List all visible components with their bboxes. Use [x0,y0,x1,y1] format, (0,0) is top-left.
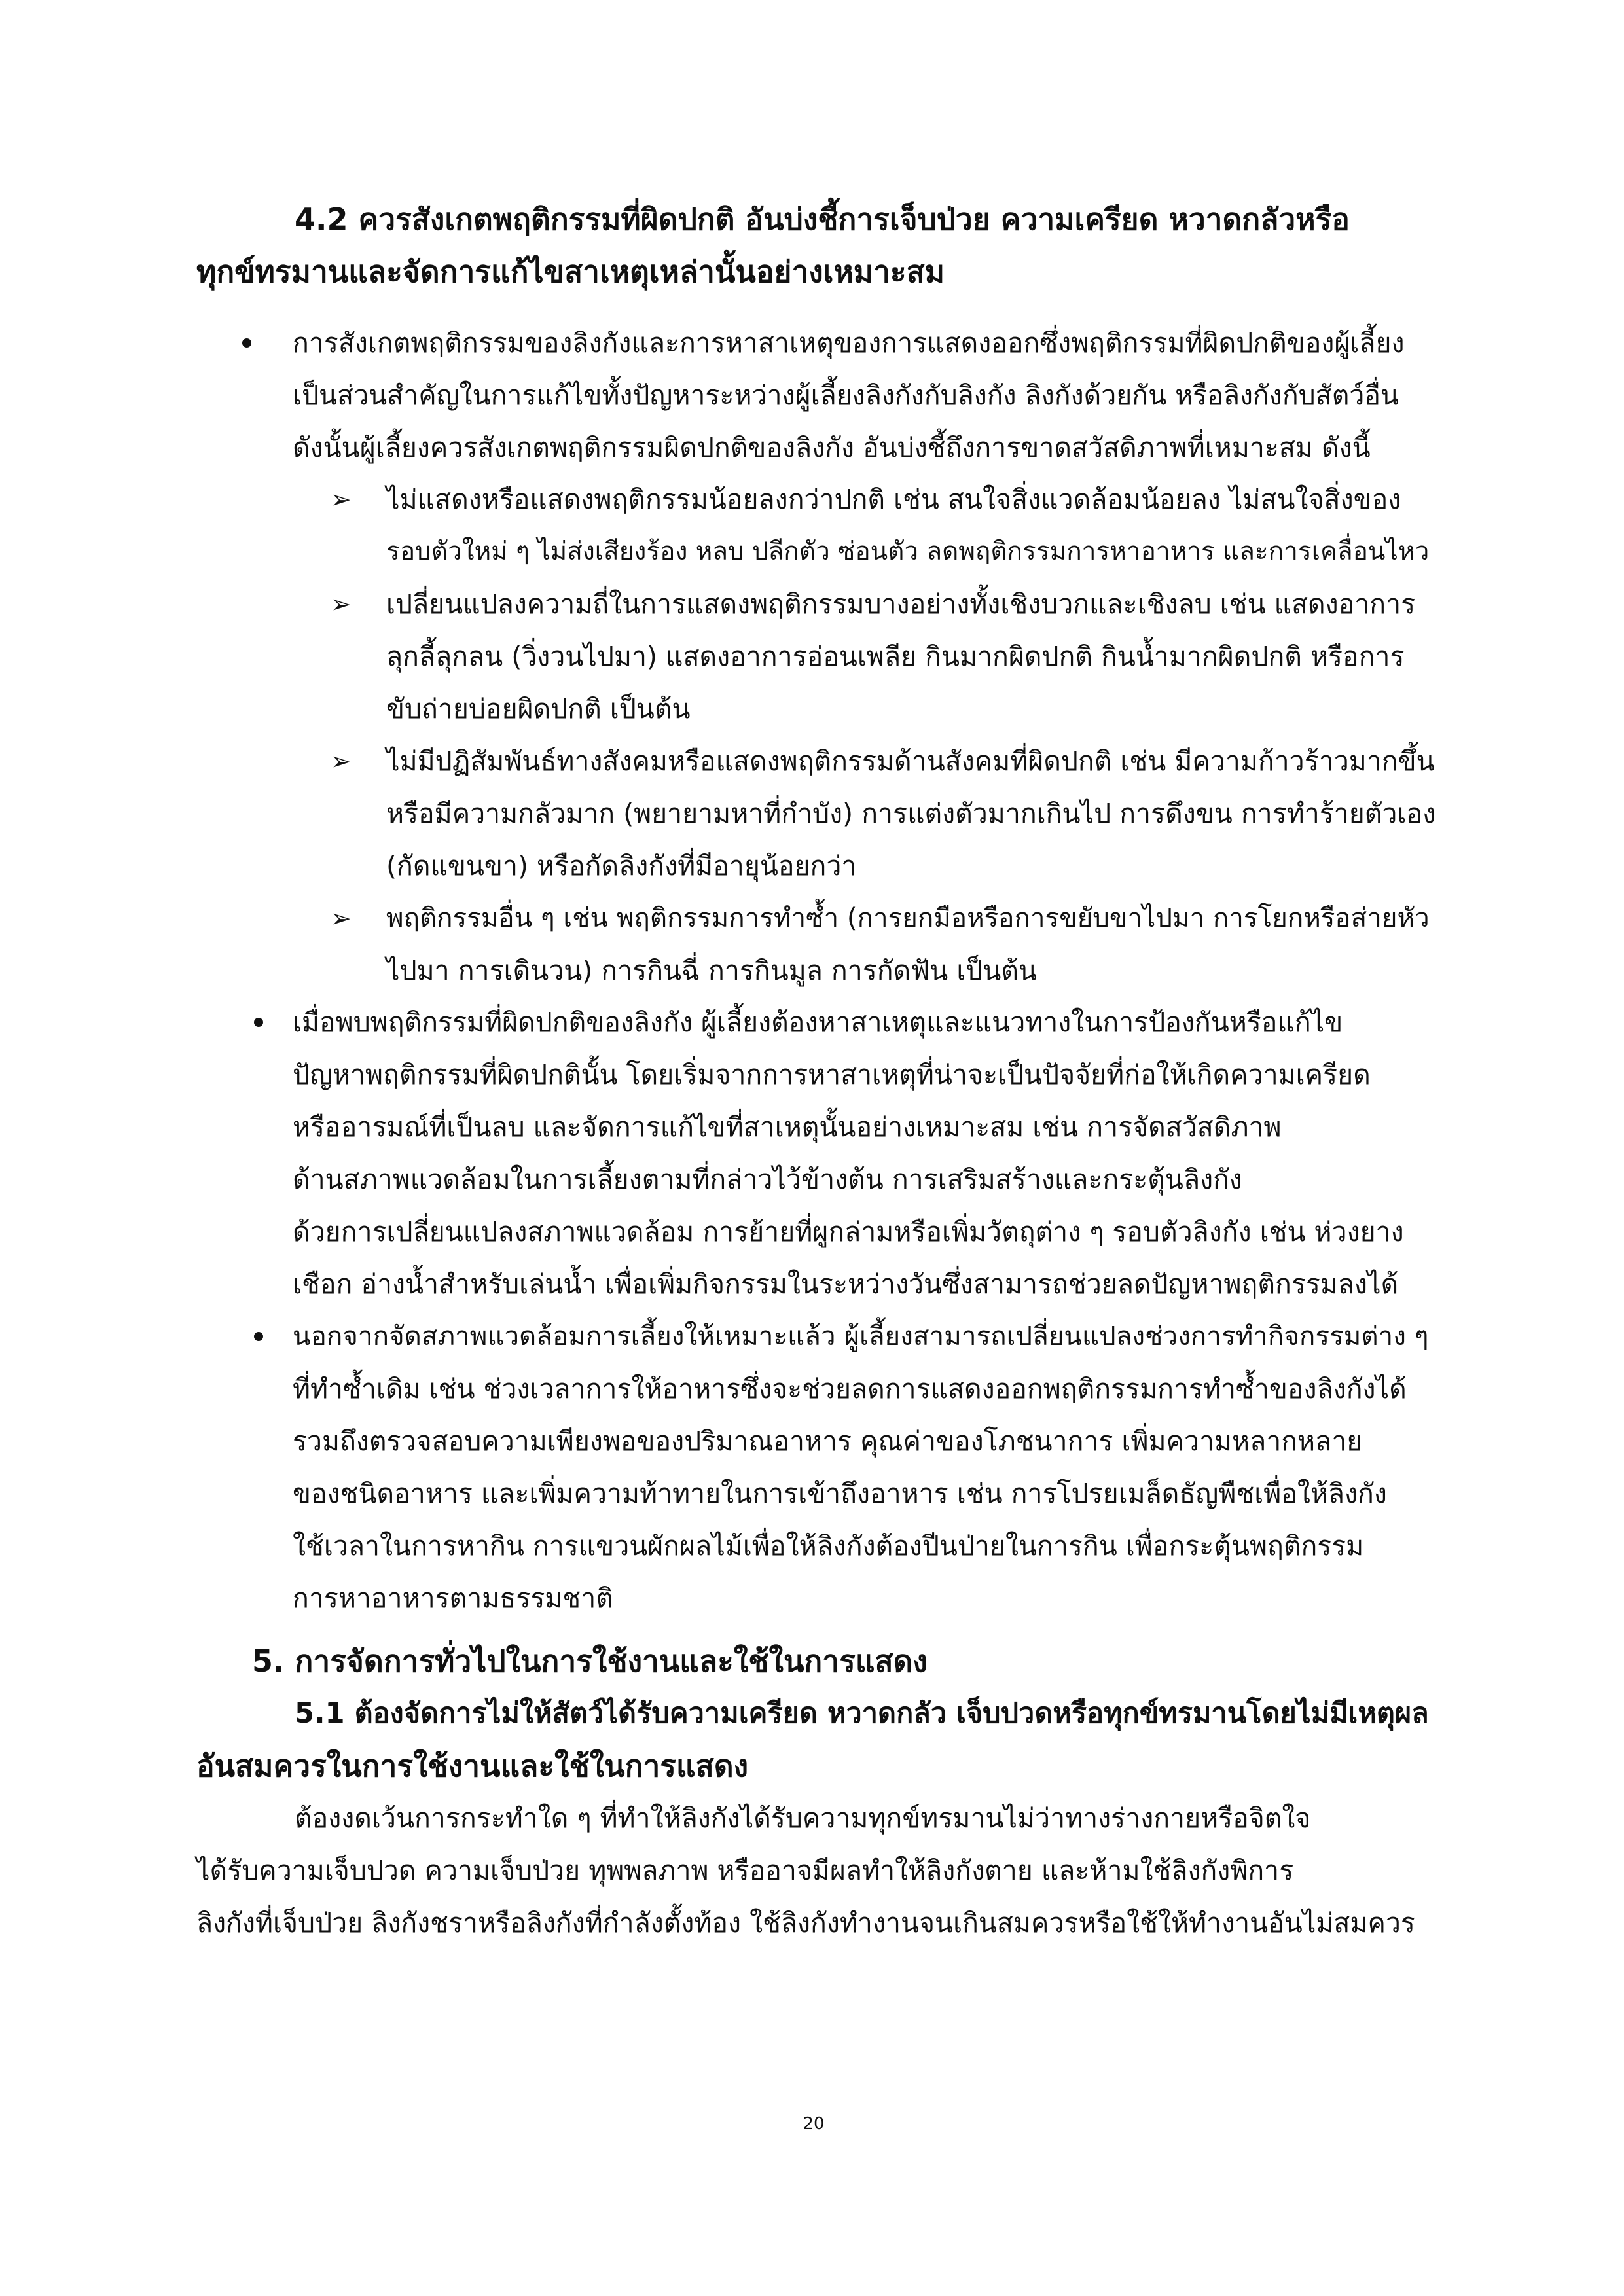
arrow-bullet-icon: ➢ [331,590,352,619]
bullet-3-line: ใช้เวลาในการหากิน การแขวนผักผลไม้เพื่อให้ลิงกังต้องปีนป่ายในการกิน เพื่อกระตุ้นพฤติกรรม [293,1530,1364,1562]
bullet-dot-icon [254,1018,263,1027]
bullet-1-line: การสังเกตพฤติกรรมของลิงกังและการหาสาเหตุของการแสดงออกซึ่งพฤติกรรมที่ผิดปกติของผู้เลี้ยง [293,327,1405,359]
bullet-3-line: นอกจากจัดสภาพแวดล้อมการเลี้ยงให้เหมาะแล้ว ผู้เลี้ยงสามารถเปลี่ยนแปลงช่วงการทำกิจกรรมต่าง ๆ [293,1321,1429,1352]
sub-bullet-3-line: ไม่มีปฏิสัมพันธ์ทางสังคมหรือแสดงพฤติกรรมด้านสังคมที่ผิดปกติ เช่น มีความก้าวร้าวมากขึ้น [386,745,1435,777]
sub-bullet-2-line: ขับถ่ายบ่อยผิดปกติ เป็นต้น [386,693,691,725]
sub-bullet-4-line: พฤติกรรมอื่น ๆ เช่น พฤติกรรมการทำซ้ำ (การยกมือหรือการขยับขาไปมา การโยกหรือส่ายหัว [386,903,1430,933]
bullet-3-line: การหาอาหารตามธรรมชาติ [293,1583,613,1614]
bullet-3-line: รวมถึงตรวจสอบความเพียงพอของปริมาณอาหาร คุณค่าของโภชนาการ เพิ่มความหลากหลาย [293,1426,1363,1457]
bullet-3-line: ของชนิดอาหาร และเพิ่มความท้าทายในการเข้าถึงอาหาร เช่น การโปรยเมล็ดธัญพืชเพื่อให้ลิงกัง [293,1478,1387,1509]
bullet-1-line: เป็นส่วนสำคัญในการแก้ไขทั้งปัญหาระหว่างผู้เลี้ยงลิงกังกับลิงกัง ลิงกังด้วยกัน หรือลิงกังกับสัตว์อื่น [293,380,1399,411]
bullet-2-line: เชือก อ่างน้ำสำหรับเล่นน้ำ เพื่อเพิ่มกิจกรรมในระหว่างวันซึ่งสามารถช่วยลดปัญหาพฤติกรรมลงได้ [293,1268,1399,1300]
heading-5-1-line-1: 5.1 ต้องจัดการไม่ให้สัตว์ได้รับความเครียด หวาดกลัว เจ็บปวดหรือทุกข์ทรมานโดยไม่มีเหตุผล [295,1697,1429,1730]
bullet-3-line: ที่ทำซ้ำเดิม เช่น ช่วงเวลาการให้อาหารซึ่งจะช่วยลดการแสดงออกพฤติกรรมการทำซ้ำของลิงกังได้ [293,1373,1407,1405]
heading-4-2-line-1: 4.2 ควรสังเกตพฤติกรรมที่ผิดปกติ อันบ่งชี้การเจ็บป่วย ความเครียด หวาดกลัวหรือ [295,202,1350,237]
sub-bullet-2-line: เปลี่ยนแปลงความถี่ในการแสดงพฤติกรรมบางอย่างทั้งเชิงบวกและเชิงลบ เช่น แสดงอาการ [386,588,1416,620]
bullet-2-line: ด้านสภาพแวดล้อมในการเลี้ยงตามที่กล่าวไว้ข้างต้น การเสริมสร้างและกระตุ้นลิงกัง [293,1164,1242,1195]
arrow-bullet-icon: ➢ [331,904,352,933]
page-number: 20 [803,2114,825,2134]
bullet-1-line: ดังนั้นผู้เลี้ยงควรสังเกตพฤติกรรมผิดปกติของลิงกัง อันบ่งชี้ถึงการขาดสวัสดิภาพที่เหมาะสม ดังนี้ [293,432,1371,463]
paragraph-5-1-line: ต้องงดเว้นการกระทำใด ๆ ที่ทำให้ลิงกังได้รับความทุกข์ทรมานไม่ว่าทางร่างกายหรือจิตใจ [295,1803,1311,1834]
paragraph-5-1-line: ลิงกังที่เจ็บป่วย ลิงกังชราหรือลิงกังที่กำลังตั้งท้อง ใช้ลิงกังทำงานจนเกินสมควรหรือใช้ให้ทำงานอันไม่สมควร [196,1907,1415,1939]
bullet-dot-icon [242,338,251,348]
bullet-2-line: ด้วยการเปลี่ยนแปลงสภาพแวดล้อม การย้ายที่ผูกล่ามหรือเพิ่มวัตถุต่าง ๆ รอบตัวลิงกัง เช่น ห่วงยาง [293,1216,1404,1247]
bullet-2-line: ปัญหาพฤติกรรมที่ผิดปกตินั้น โดยเริ่มจากการหาสาเหตุที่น่าจะเป็นปัจจัยที่ก่อให้เกิดความเครียด [293,1059,1371,1090]
heading-4-2-line-2: ทุกข์ทรมานและจัดการแก้ไขสาเหตุเหล่านั้นอย่างเหมาะสม [196,254,945,289]
section-5-title: 5. การจัดการทั่วไปในการใช้งานและใช้ในการแสดง [252,1643,928,1679]
arrow-bullet-icon: ➢ [331,747,352,776]
sub-bullet-1-line: ไม่แสดงหรือแสดงพฤติกรรมน้อยลงกว่าปกติ เช่น สนใจสิ่งแวดล้อมน้อยลง ไม่สนใจสิ่งของ [386,484,1401,515]
sub-bullet-2-line: ลุกลี้ลุกลน (วิ่งวนไปมา) แสดงอาการอ่อนเพลีย กินมากผิดปกติ กินน้ำมากผิดปกติ หรือการ [386,641,1405,672]
bullet-2-line: เมื่อพบพฤติกรรมที่ผิดปกติของลิงกัง ผู้เลี้ยงต้องหาสาเหตุและแนวทางในการป้องกันหรือแก้ไข [293,1007,1343,1038]
bullet-dot-icon [254,1332,263,1341]
sub-bullet-4-line: ไปมา การเดินวน) การกินฉี่ การกินมูล การกัดฟัน เป็นต้น [386,955,1038,986]
bullet-2-line: หรืออารมณ์ที่เป็นลบ และจัดการแก้ไขที่สาเหตุนั้นอย่างเหมาะสม เช่น การจัดสวัสดิภาพ [293,1111,1282,1143]
arrow-bullet-icon: ➢ [331,485,352,514]
sub-bullet-1-line: รอบตัวใหม่ ๆ ไม่ส่งเสียงร้อง หลบ ปลีกตัว ซ่อนตัว ลดพฤติกรรมการหาอาหาร และการเคลื่อนไหว [386,537,1430,566]
heading-5-1-line-2: อันสมควรในการใช้งานและใช้ในการแสดง [196,1748,749,1784]
sub-bullet-3-line: (กัดแขนขา) หรือกัดลิงกังที่มีอายุน้อยกว่า [386,850,857,882]
paragraph-5-1-line: ได้รับความเจ็บปวด ความเจ็บป่วย ทุพพลภาพ หรืออาจมีผลทำให้ลิงกังตาย และห้ามใช้ลิงกังพิการ [196,1855,1294,1886]
sub-bullet-3-line: หรือมีความกลัวมาก (พยายามหาที่กำบัง) การแต่งตัวมากเกินไป การดึงขน การทำร้ายตัวเอง [386,798,1436,829]
